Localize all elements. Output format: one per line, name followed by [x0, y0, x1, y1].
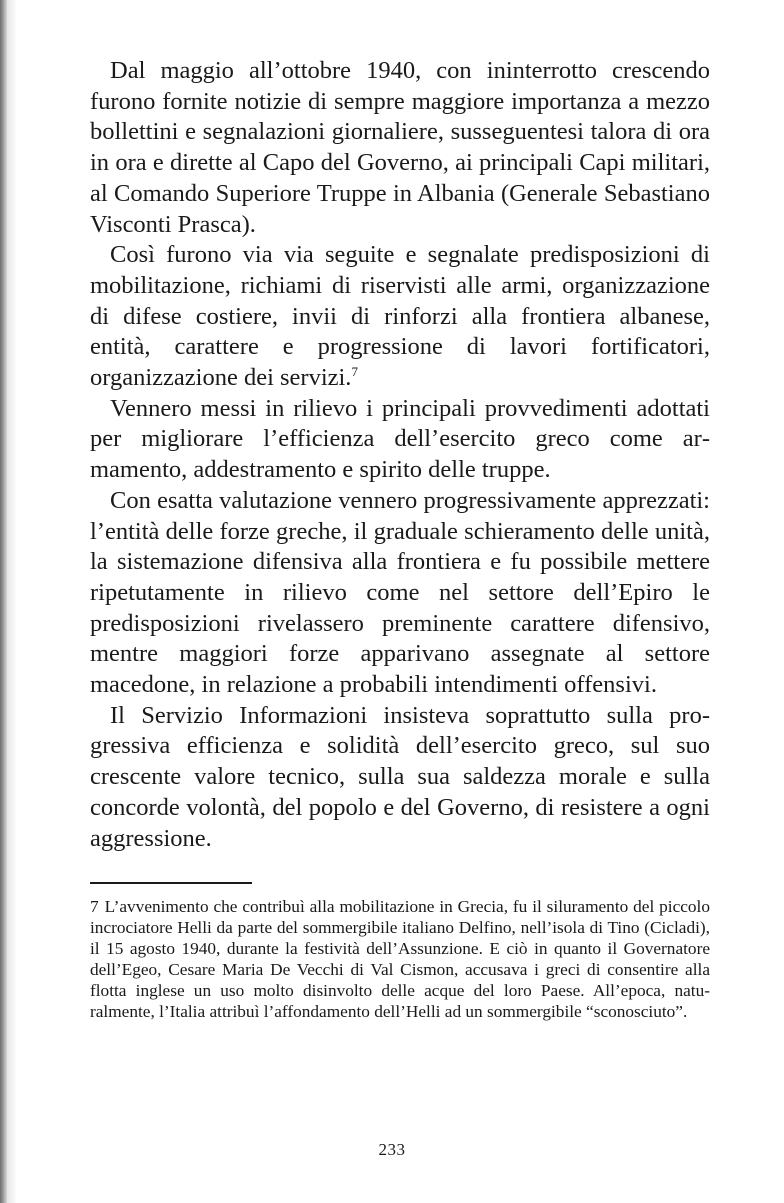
page-number: 233: [378, 1140, 406, 1159]
paragraph-2: [90, 240, 710, 394]
paragraph-5: Il Servizio Informazioni insisteva soprattutto sulla progressiva efficienza e solidità dell’esercito greco, sul suo crescente valore tecnico, sulla sua saldezza morale e sulla concorde volontà, del popolo e del Governo, di resistere a ogni aggressione.: [90, 701, 710, 852]
paragraph-3: Vennero messi in rilievo i principali provvedimenti adottati per migliorare l’efficienza dell’esercito greco come armamento, addestramento e spirito delle truppe.: [90, 394, 710, 484]
page-binding-edge: [0, 0, 7, 1203]
footnote-text: L’avvenimento che contribuì alla mobilitazione in Grecia, fu il siluramento del piccolo incrociatore Helli da parte del sommergibile italiano Delfino, nell’isola di Tino (Cicladi), il 15 agosto 1940, durante la festività dell’Assunzione. E ciò in quanto il Governatore dell’Egeo, Cesare Maria De Vecchi di Val Cismon, accusava i greci di consentire alla flotta inglese un uso molto disinvolto delle acque del loro Paese. All’epoca, naturalmente, l’Italia attribuì l’affondamento dell’Helli ad un sommergibile “sconosciuto”.: [90, 897, 710, 1022]
main-text: [90, 56, 710, 854]
footnote-reference[interactable]: 7: [351, 363, 358, 379]
page-body: [90, 56, 710, 854]
footnote-7: [90, 896, 710, 1023]
paragraph-1: Dal maggio all’ottobre 1940, con ininterrotto crescendo furono fornite notizie di sempre maggiore importanza a mezzo bollettini e segnalazioni giornaliere, susseguentesi talora di ora in ora e dirette al Capo del Governo, ai principali Capi militari, al Comando Superiore Truppe in Albania (Generale Sebastiano Visconti Prasca).: [90, 57, 710, 238]
paragraph-4: Con esatta valutazione vennero progressivamente apprezzati: l’entità delle forze greche, il graduale schieramento delle unità, la sistemazione difensiva alla frontiera e fu possibile mettere ripetutamente in rilievo come nel settore dell’Epiro le predisposizioni rivelassero preminente carattere difensivo, mentre maggiori forze apparivano assegnate al settore macedone, in relazione a probabili intendimenti offensivi.: [90, 486, 710, 699]
footnote-number: 7: [90, 897, 99, 916]
footnote-separator: [90, 882, 252, 884]
footnotes: [90, 896, 710, 1023]
paragraph-2-text: Così furono via via seguite e segnalate predisposizioni di mobilitazione, richiami di riservisti alle armi, organizzazione di difese costiere, invii di rinforzi alla frontiera albanese, entità, carattere e progressione di lavori fortificatori, organizzazione dei servizi.: [90, 241, 710, 392]
binding-shadow: [7, 0, 17, 1203]
